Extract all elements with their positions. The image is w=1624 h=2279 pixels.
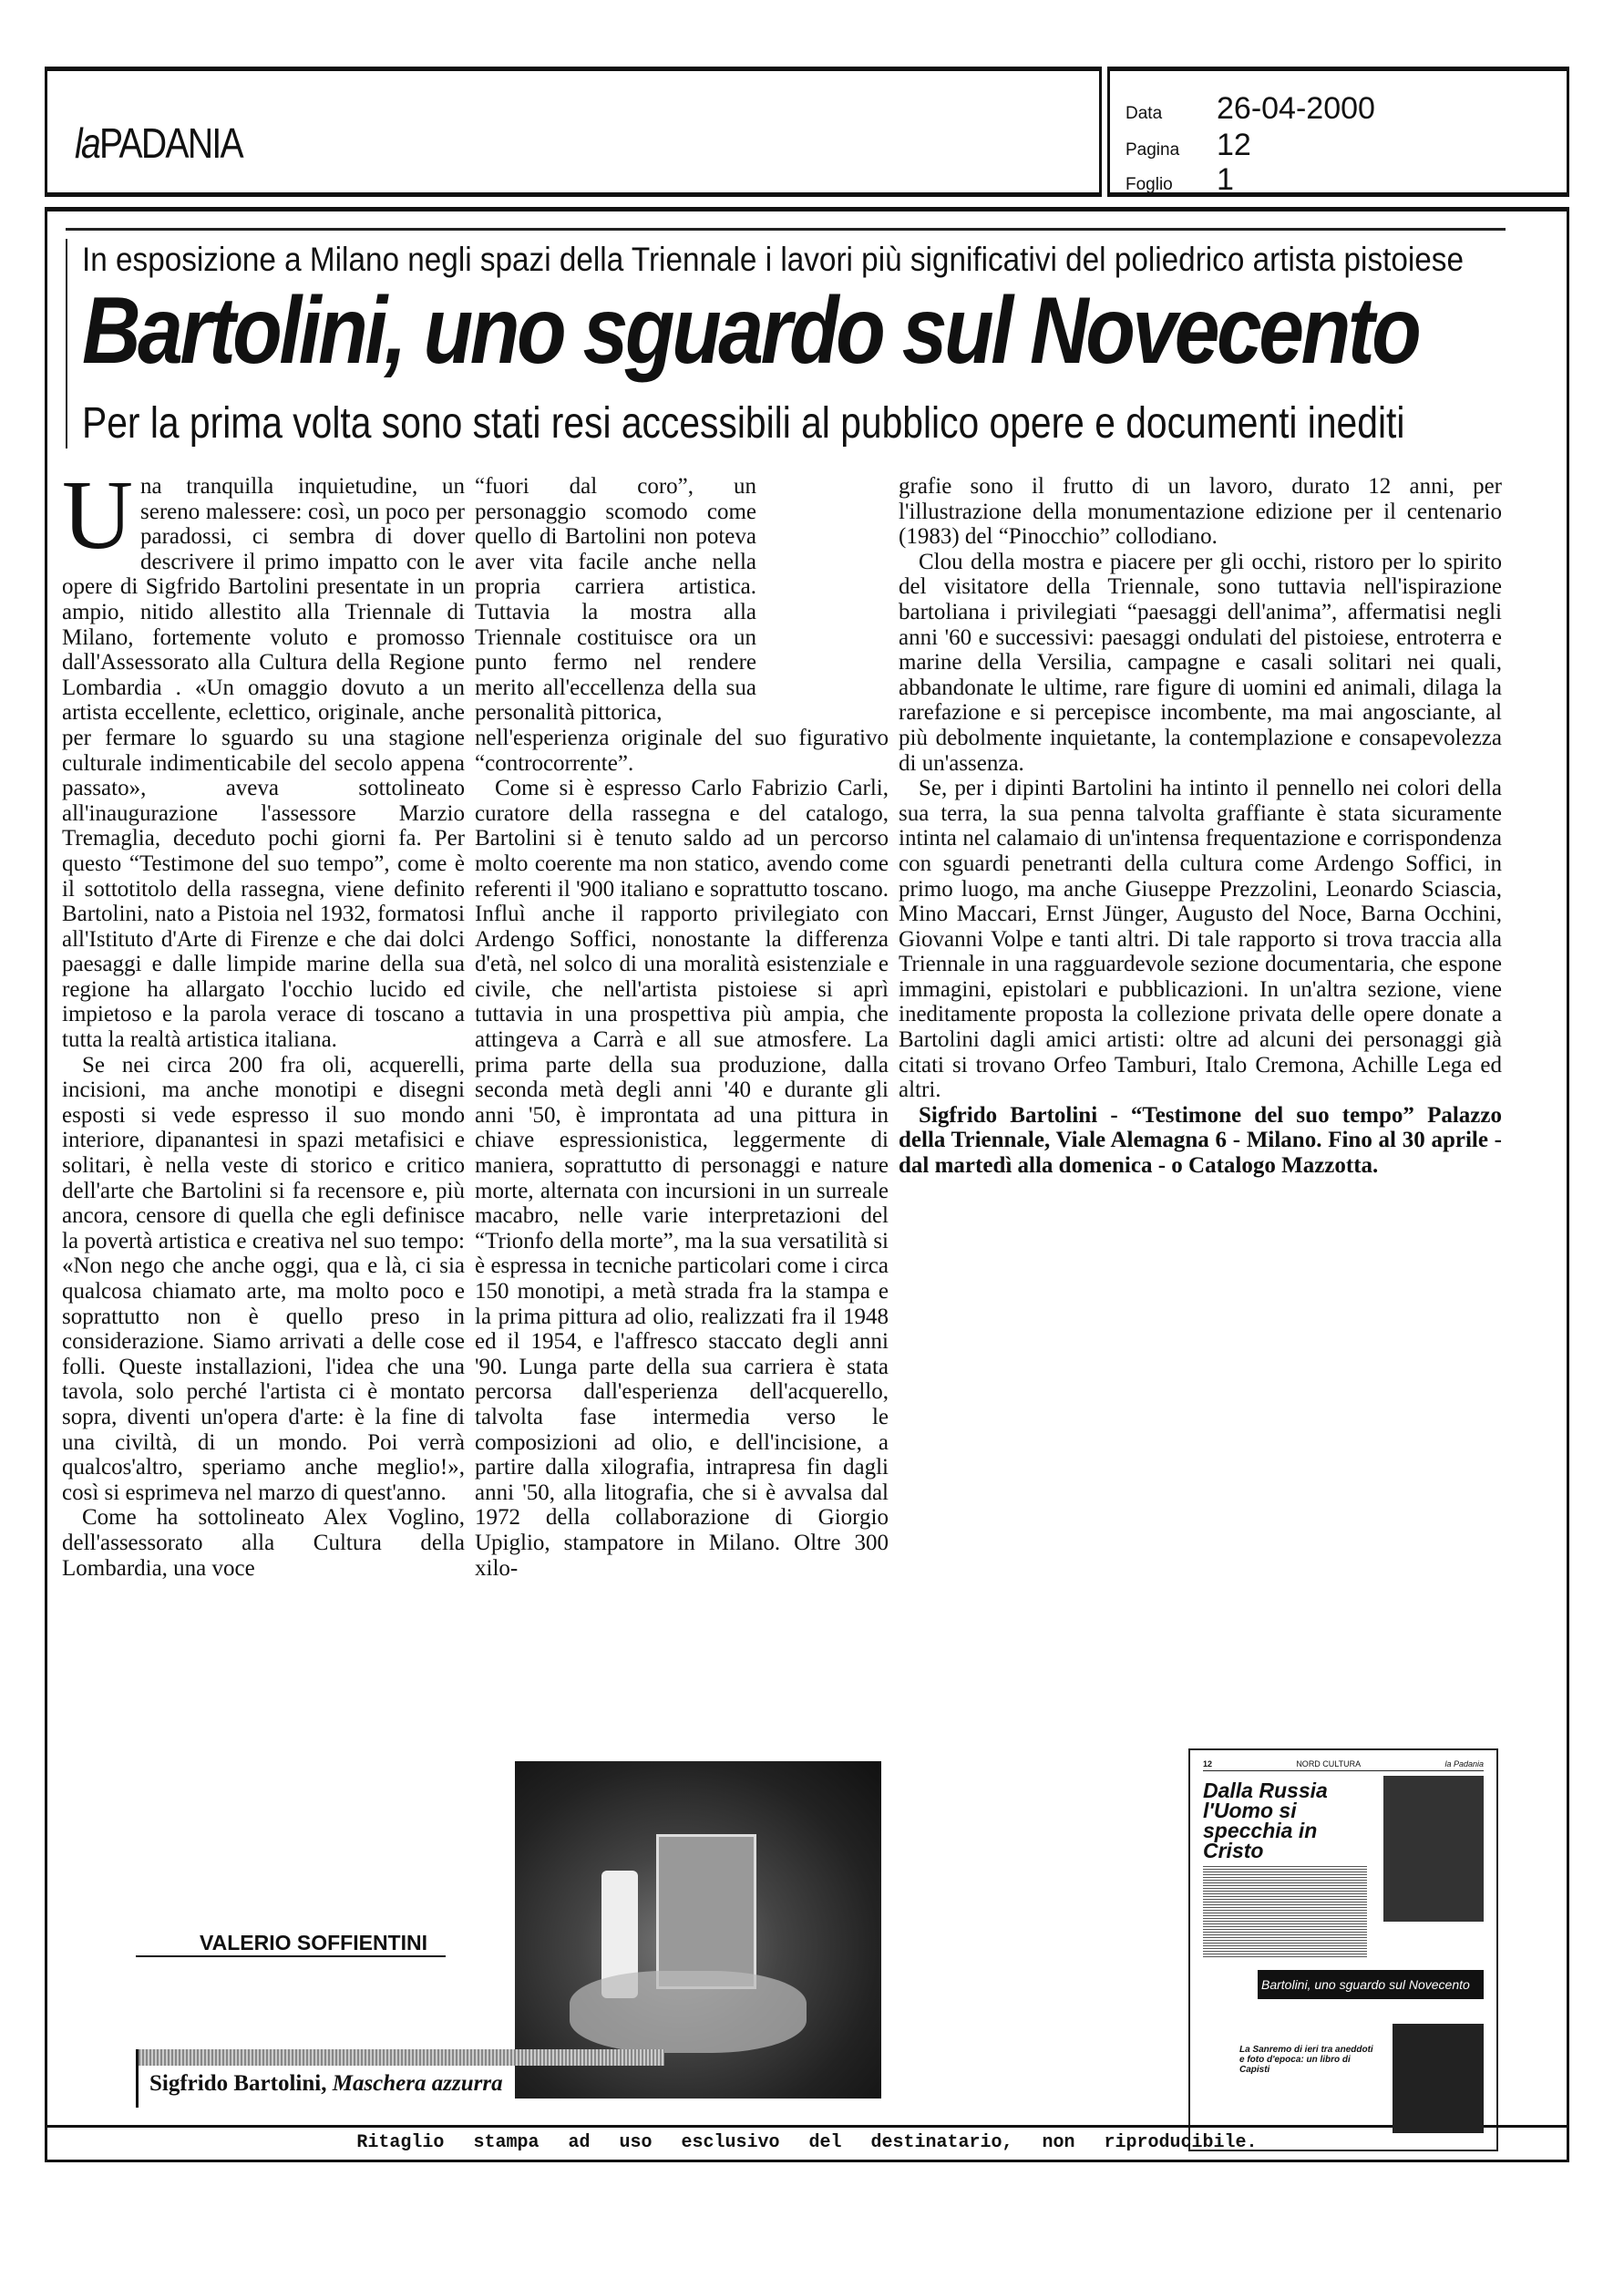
caption-title: Maschera azzurra <box>332 2071 503 2096</box>
kicker: In esposizione a Milano negli spazi della Triennale i lavori più significativi del poliedrico artista pistoiese <box>82 241 1464 278</box>
logo-name: PADANIA <box>99 119 242 167</box>
meta-sheet <box>1125 162 1234 198</box>
column-2 <box>475 474 889 1581</box>
meta-label: Pagina <box>1125 140 1180 160</box>
thumb-header <box>1203 1759 1484 1771</box>
artwork-photo <box>515 1761 881 2099</box>
caption-artist: Sigfrido Bartolini, <box>149 2071 333 2096</box>
paragraph: “fuori dal coro”, un personaggio scomodo come quello di Bartolini non poteva aver vita facile anche nella propria carriera artistica. Tuttavia la mostra alla Triennale costituisce ora un punto fermo nel rendere merito all'eccellenza della sua personalità pittorica, <box>475 474 756 726</box>
caption-text <box>139 2066 664 2097</box>
meta-value: 26-04-2000 <box>1217 91 1375 126</box>
meta-value: 12 <box>1217 128 1251 162</box>
headline: Bartolini, uno sguardo sul Novecento <box>82 278 1419 384</box>
thumb-section: NORD CULTURA <box>1296 1759 1362 1769</box>
exhibition-info: Sigfrido Bartolini - “Testimone del suo tempo” Palazzo della Triennale, Viale Alemagna 6 - Milano. Fino al 30 aprile - dal martedì alla domenica - o Catalogo Mazzotta. <box>899 1102 1502 1179</box>
column-3 <box>899 474 1502 1179</box>
thumb-logo: la Padania <box>1444 1759 1484 1769</box>
paragraph: Se, per i dipinti Bartolini ha intinto il pennello nei colori della sua terra, la sua penna talvolta graffiante è stata sicuramente intinta nel calamaio di un'intensa frequentazione e corrispondenza con sguardi penetranti della cultura come Ardengo Soffici, in primo luogo, ma anche Giuseppe Prezzolini, Leonardo Sciascia, Mino Maccari, Ernst Jünger, Augusto del Noce, Barna Occhini, Giovanni Volpe e tanti altri. Di tale rapporto si trova traccia alla Triennale in una ragguardevole sezione documentaria, che espone immagini, epistolari e pubblicazioni. In un'altra sezione, viene ineditamente proposta la collezione privata delle opere donate a Bartolini dagli amici artisti: oltre ad alcuni dei personaggi già citati si trovano Orfeo Tamburi, Italo Cremona, Achille Lega ed altri. <box>899 776 1502 1103</box>
photo-caption <box>136 2049 664 2108</box>
author-byline: VALERIO SOFFIENTINI <box>136 1931 446 1957</box>
paragraph: Come ha sottolineato Alex Voglino, dell'assessorato alla Cultura della Lombardia, una voce <box>62 1505 465 1581</box>
thumb-page-number: 12 <box>1203 1759 1213 1769</box>
clipping-meta-box <box>1107 67 1569 197</box>
meta-label: Data <box>1125 104 1163 123</box>
paragraph: grafie sono il frutto di un lavoro, durato 12 anni, per l'illustrazione della monumentazione edizione per il centenario (1983) del “Pinocchio” collodiano. <box>899 474 1502 550</box>
thumb-headline-secondary: La Sanremo di ieri tra aneddoti e foto d'epoca: un libro di Capisti <box>1239 2045 1373 2075</box>
paragraph <box>62 461 465 1053</box>
article-clipping <box>45 207 1569 2162</box>
thumb-headline: Dalla Russia l'Uomo si specchia in Cristo <box>1203 1779 1328 1862</box>
thumb-image <box>1383 1776 1484 1922</box>
newspaper-logo <box>75 119 242 168</box>
column-1 <box>62 461 465 1581</box>
thumb-dark-columns <box>1393 2024 1484 2133</box>
meta-page <box>1125 128 1251 163</box>
meta-label: Foglio <box>1125 175 1173 194</box>
drop-cap: U <box>62 461 133 570</box>
paragraph: Se nei circa 200 fra oli, acquerelli, incisioni, ma anche monotipi e disegni esposti si vede espresso il suo mondo interiore, dipanantesi in spazi metafisici e solitari, è nella veste di storico e critico dell'arte che Bartolini si fa recensore e, più ancora, censore di quella che egli definisce la povertà artistica e creativa nel suo tempo: «Non nego che anche oggi, qua e là, ci sia qualcosa chiamato arte, ma molto poco e soprattutto non è quello preso in considerazione. Siamo arrivati a delle cose folli. Queste installazioni, l'idea che una tavola, solo perché l'artista ci è montato sopra, diventi un'opera d'arte: è la fine di una civiltà, di un mondo. Poi verrà qualcos'altro, speriamo anche meglio!», così si esprimeva nel marzo di quest'anno. <box>62 1052 465 1505</box>
page-thumbnail <box>1188 1748 1498 2151</box>
thumb-text-block <box>1203 1866 1367 1957</box>
photo-cloth-shape <box>570 1971 807 2053</box>
paragraph-text: na tranquilla inquietudine, un sereno malessere: così, un poco per paradossi, ci sembra di dover descrivere il primo impatto con le opere di Sigfrido Bartolini presentate in un ampio, nitido allestito alla Triennale di Milano, fortemente voluto e promosso dall'Assessorato alla Cultura della Regione Lombardia . «Un omaggio dovuto a un artista eccellente, eclettico, originale, anche per fermare lo sguardo su una stagione culturale indimenticabile del secolo appena passato», aveva sottolineato all'inaugurazione l'assessore Marzio Tremaglia, deceduto pochi giorni fa. Per questo “Testimone del suo tempo”, come è il sottotitolo della rassegna, viene definito Bartolini, nato a Pistoia nel 1932, formatosi all'Istituto d'Arte di Firenze e che dai dolci paesaggi e dalle limpide marine della sua regione ha allargato l'occhio lucido ed impietoso e la parola verace di toscano a tutta la realtà artistica italiana. <box>62 474 465 1053</box>
photo-box-shape <box>656 1834 756 1989</box>
subheadline: Per la prima volta sono stati resi accessibili al pubblico opere e documenti inediti <box>82 399 1405 448</box>
paragraph: nell'esperienza originale del suo figurativo “controcorrente”. <box>475 725 889 776</box>
footer-notice: Ritaglio stampa ad uso esclusivo del destinatario, non riproducibile. <box>47 2125 1567 2160</box>
paragraph: Come si è espresso Carlo Fabrizio Carli, curatore della rassegna e del catalogo, Bartolini si è tenuto saldo ad un percorso molto coerente ma non statico, avendo come referenti il '900 italiano e soprattutto toscano. Influì anche il rapporto privilegiato con Ardengo Soffici, nonostante la differenza d'età, nel solco di una moralità esistenziale e civile, che nell'artista pistoiese si aprì tuttavia in una prospettiva più ampia, che attingeva a Carrà e all sue atmosfere. La prima parte della sua produzione, dalla seconda metà degli anni '40 e durante gli anni '50, è improntata ad una pittura in chiave espressionistica, leggermente di maniera, soprattutto di personaggi e nature morte, alternata con incursioni in un surreale macabro, nelle varie interpretazioni del “Trionfo della morte”, ma la sua versatilità si è espressa in tecniche particolari come i circa 150 monotipi, a metà strada fra la stampa e la prima pittura ad olio, realizzati fra il 1948 ed il 1954, e l'affresco staccato degli anni '90. Lunga parte della sua carriera è stata percorsa dall'esperienza dell'acquerello, talvolta fase intermedia verso le composizioni ad olio, e dell'incisione, a partire dalla xilografia, intrapresa fin dagli anni '50, alla litografia, che si è avvalsa dal 1972 della collaborazione di Giorgio Upiglio, stampatore in Milano. Oltre 300 xilo- <box>475 776 889 1581</box>
logo-prefix: la <box>75 119 100 167</box>
caption-dither-bar <box>139 2049 664 2066</box>
masthead-box <box>45 67 1102 197</box>
top-rule <box>66 228 1506 231</box>
thumb-article-banner: Bartolini, uno sguardo sul Novecento <box>1258 1970 1484 1999</box>
paragraph: Clou della mostra e piacere per gli occhi, ristoro per lo spirito del visitatore della Triennale, sono tuttavia nell'ispirazione bartoliana i privilegiati “paesaggi dell'anima”, affermatisi negli anni '60 e successivi: paesaggi ondulati del pistoiese, entroterra e marine della Versilia, campagne e casali solitari nei quali, abbandonate le ultime, rare figure di uomini ed animali, dilaga la rarefazione e si percepisce incombente, ma mai angosciante, al più debolmente inquietante, la contemplazione e consapevolezza di un'assenza. <box>899 549 1502 776</box>
left-rule <box>66 239 67 449</box>
meta-date <box>1125 91 1375 127</box>
meta-value: 1 <box>1217 162 1234 197</box>
